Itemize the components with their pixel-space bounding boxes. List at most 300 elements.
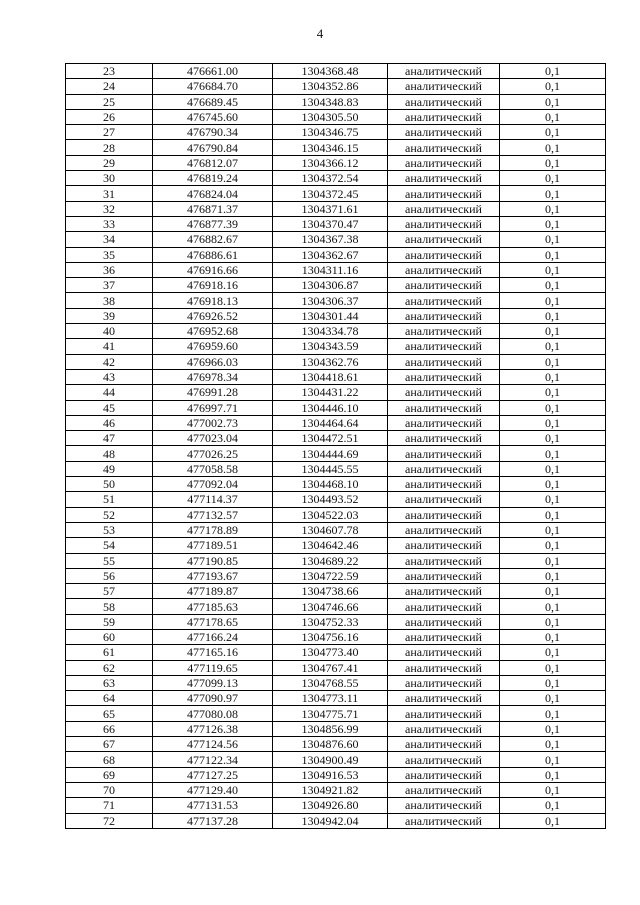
y-coordinate-cell: 1304756.16 [273,629,388,644]
y-coordinate-cell: 1304767.41 [273,660,388,675]
x-coordinate-cell: 476918.16 [153,278,273,293]
table-row [66,140,606,155]
accuracy-cell: 0,1 [500,813,606,828]
y-coordinate-cell: 1304493.52 [273,492,388,507]
table-row [66,369,606,384]
method-cell: аналитический [388,232,500,247]
point-number-cell: 37 [66,278,153,293]
method-cell: аналитический [388,125,500,140]
x-coordinate-cell: 477023.04 [153,431,273,446]
y-coordinate-cell: 1304773.40 [273,645,388,660]
method-cell: аналитический [388,568,500,583]
x-coordinate-cell: 477165.16 [153,645,273,660]
x-coordinate-cell: 477178.65 [153,614,273,629]
accuracy-cell: 0,1 [500,691,606,706]
method-cell: аналитический [388,492,500,507]
point-number-cell: 41 [66,339,153,354]
table-row [66,721,606,736]
accuracy-cell: 0,1 [500,308,606,323]
table-row [66,691,606,706]
table-row [66,446,606,461]
x-coordinate-cell: 477189.51 [153,538,273,553]
method-cell: аналитический [388,614,500,629]
accuracy-cell: 0,1 [500,171,606,186]
accuracy-cell: 0,1 [500,339,606,354]
y-coordinate-cell: 1304367.38 [273,232,388,247]
point-number-cell: 56 [66,568,153,583]
method-cell: аналитический [388,629,500,644]
point-number-cell: 54 [66,538,153,553]
table-row [66,538,606,553]
accuracy-cell: 0,1 [500,522,606,537]
x-coordinate-cell: 476926.52 [153,308,273,323]
x-coordinate-cell: 476918.13 [153,293,273,308]
y-coordinate-cell: 1304472.51 [273,431,388,446]
point-number-cell: 23 [66,64,153,79]
accuracy-cell: 0,1 [500,247,606,262]
y-coordinate-cell: 1304768.55 [273,675,388,690]
accuracy-cell: 0,1 [500,400,606,415]
accuracy-cell: 0,1 [500,94,606,109]
point-number-cell: 25 [66,94,153,109]
accuracy-cell: 0,1 [500,477,606,492]
table-row [66,477,606,492]
x-coordinate-cell: 476886.61 [153,247,273,262]
point-number-cell: 70 [66,782,153,797]
table-row [66,568,606,583]
x-coordinate-cell: 477119.65 [153,660,273,675]
point-number-cell: 47 [66,431,153,446]
y-coordinate-cell: 1304306.87 [273,278,388,293]
point-number-cell: 52 [66,507,153,522]
method-cell: аналитический [388,64,500,79]
method-cell: аналитический [388,675,500,690]
accuracy-cell: 0,1 [500,767,606,782]
y-coordinate-cell: 1304366.12 [273,155,388,170]
x-coordinate-cell: 477026.25 [153,446,273,461]
method-cell: аналитический [388,140,500,155]
y-coordinate-cell: 1304352.86 [273,79,388,94]
x-coordinate-cell: 477189.87 [153,584,273,599]
y-coordinate-cell: 1304746.66 [273,599,388,614]
y-coordinate-cell: 1304752.33 [273,614,388,629]
table-row [66,308,606,323]
method-cell: аналитический [388,324,500,339]
point-number-cell: 34 [66,232,153,247]
accuracy-cell: 0,1 [500,293,606,308]
table-row [66,706,606,721]
y-coordinate-cell: 1304522.03 [273,507,388,522]
accuracy-cell: 0,1 [500,584,606,599]
accuracy-cell: 0,1 [500,614,606,629]
point-number-cell: 65 [66,706,153,721]
accuracy-cell: 0,1 [500,798,606,813]
method-cell: аналитический [388,216,500,231]
table-row [66,415,606,430]
y-coordinate-cell: 1304773.11 [273,691,388,706]
accuracy-cell: 0,1 [500,262,606,277]
x-coordinate-cell: 477129.40 [153,782,273,797]
y-coordinate-cell: 1304900.49 [273,752,388,767]
table-row [66,339,606,354]
x-coordinate-cell: 476684.70 [153,79,273,94]
accuracy-cell: 0,1 [500,507,606,522]
accuracy-cell: 0,1 [500,232,606,247]
page-number: 4 [316,26,324,41]
point-number-cell: 49 [66,461,153,476]
method-cell: аналитический [388,79,500,94]
y-coordinate-cell: 1304607.78 [273,522,388,537]
method-cell: аналитический [388,691,500,706]
accuracy-cell: 0,1 [500,186,606,201]
accuracy-cell: 0,1 [500,140,606,155]
x-coordinate-cell: 477185.63 [153,599,273,614]
method-cell: аналитический [388,706,500,721]
point-number-cell: 45 [66,400,153,415]
accuracy-cell: 0,1 [500,385,606,400]
method-cell: аналитический [388,369,500,384]
table-row [66,125,606,140]
method-cell: аналитический [388,737,500,752]
point-number-cell: 35 [66,247,153,262]
x-coordinate-cell: 477193.67 [153,568,273,583]
table-row [66,155,606,170]
point-number-cell: 36 [66,262,153,277]
method-cell: аналитический [388,782,500,797]
y-coordinate-cell: 1304305.50 [273,109,388,124]
x-coordinate-cell: 477190.85 [153,553,273,568]
table-row [66,186,606,201]
method-cell: аналитический [388,400,500,415]
table-row [66,171,606,186]
table-row [66,507,606,522]
accuracy-cell: 0,1 [500,431,606,446]
x-coordinate-cell: 477178.89 [153,522,273,537]
point-number-cell: 24 [66,79,153,94]
point-number-cell: 39 [66,308,153,323]
table-row [66,201,606,216]
table-row [66,553,606,568]
accuracy-cell: 0,1 [500,752,606,767]
x-coordinate-cell: 477090.97 [153,691,273,706]
method-cell: аналитический [388,798,500,813]
accuracy-cell: 0,1 [500,782,606,797]
table-row [66,400,606,415]
y-coordinate-cell: 1304926.80 [273,798,388,813]
table-row [66,737,606,752]
table-row [66,645,606,660]
x-coordinate-cell: 476790.84 [153,140,273,155]
x-coordinate-cell: 477114.37 [153,492,273,507]
x-coordinate-cell: 477131.53 [153,798,273,813]
point-number-cell: 51 [66,492,153,507]
x-coordinate-cell: 476952.68 [153,324,273,339]
x-coordinate-cell: 477137.28 [153,813,273,828]
x-coordinate-cell: 476959.60 [153,339,273,354]
y-coordinate-cell: 1304942.04 [273,813,388,828]
x-coordinate-cell: 477132.57 [153,507,273,522]
x-coordinate-cell: 476661.00 [153,64,273,79]
y-coordinate-cell: 1304334.78 [273,324,388,339]
table-row [66,614,606,629]
y-coordinate-cell: 1304348.83 [273,94,388,109]
point-number-cell: 71 [66,798,153,813]
point-number-cell: 32 [66,201,153,216]
accuracy-cell: 0,1 [500,660,606,675]
table-row [66,798,606,813]
point-number-cell: 63 [66,675,153,690]
accuracy-cell: 0,1 [500,109,606,124]
y-coordinate-cell: 1304916.53 [273,767,388,782]
x-coordinate-cell: 477099.13 [153,675,273,690]
table-row [66,813,606,828]
accuracy-cell: 0,1 [500,553,606,568]
table-row [66,752,606,767]
x-coordinate-cell: 477126.38 [153,721,273,736]
accuracy-cell: 0,1 [500,568,606,583]
y-coordinate-cell: 1304431.22 [273,385,388,400]
table-row [66,584,606,599]
method-cell: аналитический [388,477,500,492]
point-number-cell: 30 [66,171,153,186]
y-coordinate-cell: 1304372.45 [273,186,388,201]
table-row [66,675,606,690]
method-cell: аналитический [388,339,500,354]
method-cell: аналитический [388,507,500,522]
point-number-cell: 29 [66,155,153,170]
method-cell: аналитический [388,201,500,216]
point-number-cell: 58 [66,599,153,614]
accuracy-cell: 0,1 [500,155,606,170]
y-coordinate-cell: 1304301.44 [273,308,388,323]
method-cell: аналитический [388,553,500,568]
point-number-cell: 40 [66,324,153,339]
x-coordinate-cell: 477002.73 [153,415,273,430]
y-coordinate-cell: 1304444.69 [273,446,388,461]
x-coordinate-cell: 476966.03 [153,354,273,369]
accuracy-cell: 0,1 [500,354,606,369]
table-row [66,278,606,293]
table-row [66,324,606,339]
method-cell: аналитический [388,645,500,660]
x-coordinate-cell: 477166.24 [153,629,273,644]
table-row [66,522,606,537]
point-number-cell: 53 [66,522,153,537]
table-row [66,94,606,109]
y-coordinate-cell: 1304343.59 [273,339,388,354]
method-cell: аналитический [388,461,500,476]
accuracy-cell: 0,1 [500,446,606,461]
y-coordinate-cell: 1304856.99 [273,721,388,736]
x-coordinate-cell: 476824.04 [153,186,273,201]
table-row [66,782,606,797]
point-number-cell: 50 [66,477,153,492]
y-coordinate-cell: 1304775.71 [273,706,388,721]
x-coordinate-cell: 477127.25 [153,767,273,782]
accuracy-cell: 0,1 [500,415,606,430]
method-cell: аналитический [388,109,500,124]
accuracy-cell: 0,1 [500,278,606,293]
coordinates-table [65,63,606,829]
accuracy-cell: 0,1 [500,675,606,690]
y-coordinate-cell: 1304368.48 [273,64,388,79]
method-cell: аналитический [388,308,500,323]
x-coordinate-cell: 476790.34 [153,125,273,140]
x-coordinate-cell: 476978.34 [153,369,273,384]
y-coordinate-cell: 1304468.10 [273,477,388,492]
method-cell: аналитический [388,813,500,828]
x-coordinate-cell: 476689.45 [153,94,273,109]
accuracy-cell: 0,1 [500,125,606,140]
table-row [66,385,606,400]
x-coordinate-cell: 476991.28 [153,385,273,400]
table-row [66,293,606,308]
point-number-cell: 60 [66,629,153,644]
accuracy-cell: 0,1 [500,201,606,216]
x-coordinate-cell: 476882.67 [153,232,273,247]
method-cell: аналитический [388,538,500,553]
x-coordinate-cell: 476819.24 [153,171,273,186]
point-number-cell: 57 [66,584,153,599]
method-cell: аналитический [388,247,500,262]
accuracy-cell: 0,1 [500,492,606,507]
method-cell: аналитический [388,155,500,170]
accuracy-cell: 0,1 [500,324,606,339]
method-cell: аналитический [388,262,500,277]
method-cell: аналитический [388,278,500,293]
point-number-cell: 33 [66,216,153,231]
point-number-cell: 59 [66,614,153,629]
table-row [66,599,606,614]
y-coordinate-cell: 1304464.64 [273,415,388,430]
table-row [66,461,606,476]
method-cell: аналитический [388,186,500,201]
accuracy-cell: 0,1 [500,79,606,94]
point-number-cell: 31 [66,186,153,201]
y-coordinate-cell: 1304418.61 [273,369,388,384]
y-coordinate-cell: 1304445.55 [273,461,388,476]
point-number-cell: 72 [66,813,153,828]
accuracy-cell: 0,1 [500,721,606,736]
accuracy-cell: 0,1 [500,629,606,644]
table-row [66,232,606,247]
point-number-cell: 64 [66,691,153,706]
y-coordinate-cell: 1304362.67 [273,247,388,262]
x-coordinate-cell: 476877.39 [153,216,273,231]
method-cell: аналитический [388,522,500,537]
table-row [66,354,606,369]
method-cell: аналитический [388,721,500,736]
x-coordinate-cell: 476745.60 [153,109,273,124]
y-coordinate-cell: 1304362.76 [273,354,388,369]
accuracy-cell: 0,1 [500,216,606,231]
method-cell: аналитический [388,599,500,614]
accuracy-cell: 0,1 [500,737,606,752]
y-coordinate-cell: 1304738.66 [273,584,388,599]
table-row [66,247,606,262]
y-coordinate-cell: 1304446.10 [273,400,388,415]
accuracy-cell: 0,1 [500,64,606,79]
x-coordinate-cell: 477122.34 [153,752,273,767]
y-coordinate-cell: 1304346.75 [273,125,388,140]
method-cell: аналитический [388,171,500,186]
method-cell: аналитический [388,354,500,369]
accuracy-cell: 0,1 [500,369,606,384]
point-number-cell: 26 [66,109,153,124]
method-cell: аналитический [388,94,500,109]
x-coordinate-cell: 477080.08 [153,706,273,721]
method-cell: аналитический [388,431,500,446]
point-number-cell: 28 [66,140,153,155]
accuracy-cell: 0,1 [500,538,606,553]
method-cell: аналитический [388,446,500,461]
x-coordinate-cell: 477058.58 [153,461,273,476]
method-cell: аналитический [388,752,500,767]
point-number-cell: 38 [66,293,153,308]
point-number-cell: 43 [66,369,153,384]
point-number-cell: 46 [66,415,153,430]
table-row [66,64,606,79]
point-number-cell: 48 [66,446,153,461]
y-coordinate-cell: 1304311.16 [273,262,388,277]
point-number-cell: 66 [66,721,153,736]
table-row [66,431,606,446]
accuracy-cell: 0,1 [500,599,606,614]
method-cell: аналитический [388,293,500,308]
accuracy-cell: 0,1 [500,461,606,476]
y-coordinate-cell: 1304722.59 [273,568,388,583]
table-row [66,660,606,675]
point-number-cell: 42 [66,354,153,369]
table-row [66,262,606,277]
x-coordinate-cell: 476916.66 [153,262,273,277]
table-row [66,492,606,507]
y-coordinate-cell: 1304346.15 [273,140,388,155]
accuracy-cell: 0,1 [500,706,606,721]
table-row [66,79,606,94]
table-row [66,109,606,124]
y-coordinate-cell: 1304370.47 [273,216,388,231]
coordinates-table-body [66,64,606,829]
method-cell: аналитический [388,415,500,430]
table-row [66,216,606,231]
accuracy-cell: 0,1 [500,645,606,660]
point-number-cell: 61 [66,645,153,660]
y-coordinate-cell: 1304371.61 [273,201,388,216]
x-coordinate-cell: 477124.56 [153,737,273,752]
y-coordinate-cell: 1304642.46 [273,538,388,553]
x-coordinate-cell: 477092.04 [153,477,273,492]
table-row [66,767,606,782]
y-coordinate-cell: 1304306.37 [273,293,388,308]
y-coordinate-cell: 1304921.82 [273,782,388,797]
y-coordinate-cell: 1304689.22 [273,553,388,568]
x-coordinate-cell: 476812.07 [153,155,273,170]
method-cell: аналитический [388,385,500,400]
point-number-cell: 68 [66,752,153,767]
x-coordinate-cell: 476871.37 [153,201,273,216]
x-coordinate-cell: 476997.71 [153,400,273,415]
y-coordinate-cell: 1304876.60 [273,737,388,752]
point-number-cell: 69 [66,767,153,782]
point-number-cell: 67 [66,737,153,752]
point-number-cell: 27 [66,125,153,140]
point-number-cell: 44 [66,385,153,400]
method-cell: аналитический [388,660,500,675]
y-coordinate-cell: 1304372.54 [273,171,388,186]
table-row [66,629,606,644]
point-number-cell: 55 [66,553,153,568]
